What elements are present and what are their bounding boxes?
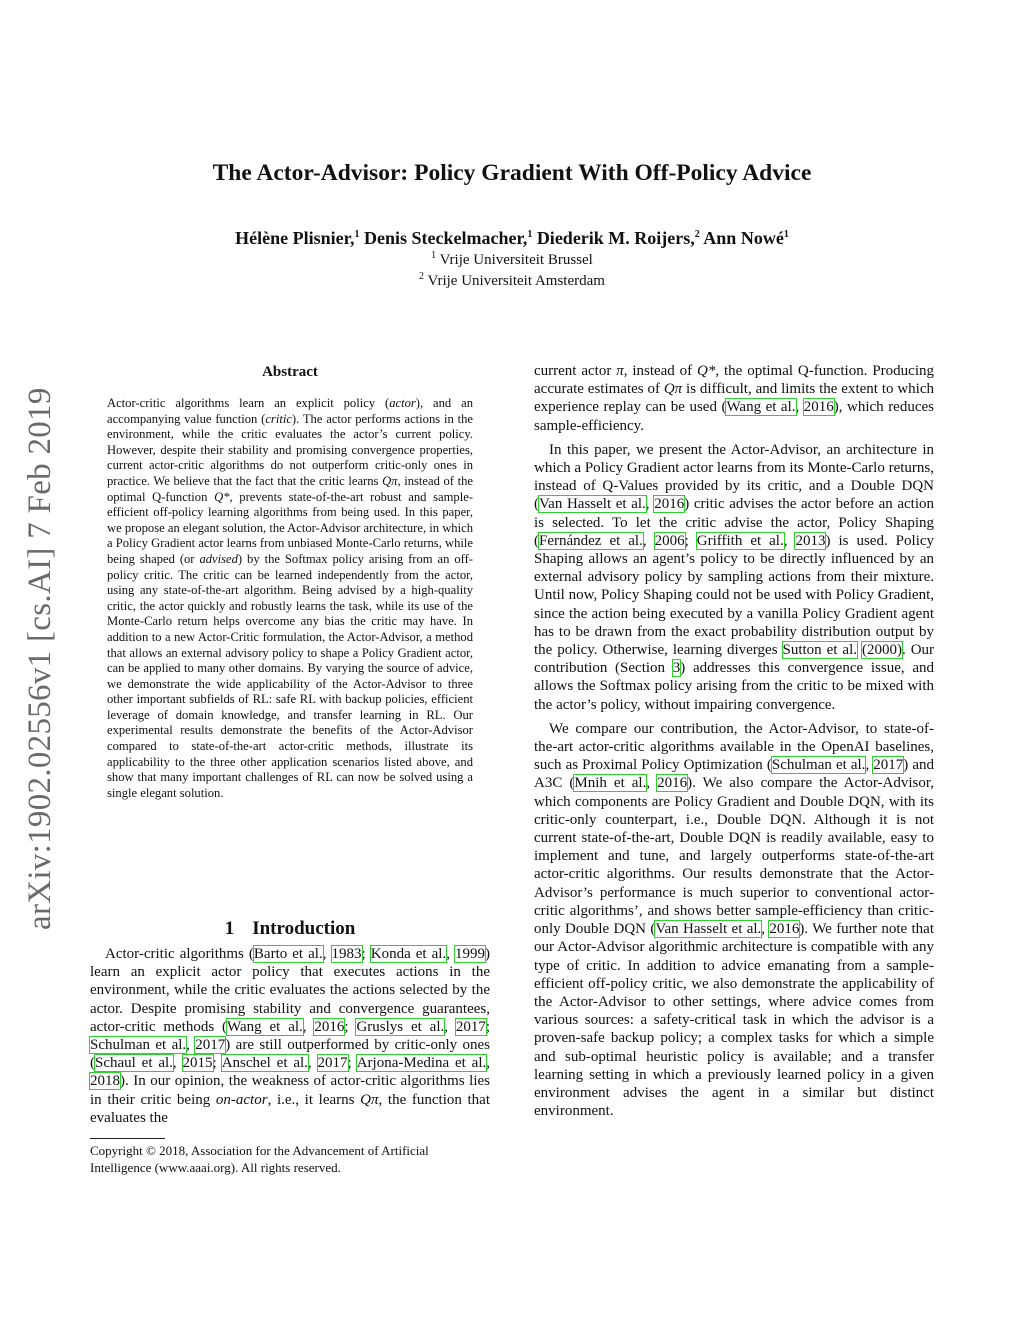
introduction-body: [90, 945, 490, 1127]
affiliation-mark: 1: [783, 229, 789, 240]
section-title: Introduction: [252, 918, 356, 939]
citation-link[interactable]: Gruslys et al.: [356, 1018, 445, 1035]
citation-link[interactable]: 2017: [873, 757, 904, 774]
citation-link[interactable]: 2016: [314, 1018, 345, 1035]
citation-link[interactable]: 2006: [654, 532, 685, 549]
citation-link[interactable]: 2017: [455, 1018, 486, 1035]
citation-link[interactable]: Mnih et al.: [574, 775, 647, 792]
citation-link[interactable]: 1999: [455, 946, 486, 962]
citation-link[interactable]: Schulman et al.: [771, 757, 866, 774]
author-name: Diederik M. Roijers,: [536, 228, 695, 248]
affiliation-mark: 2: [694, 229, 700, 240]
citation-link[interactable]: (2000): [861, 642, 902, 659]
citation-link[interactable]: 2015: [182, 1055, 213, 1072]
section-link[interactable]: 3: [672, 660, 681, 677]
citation-link[interactable]: Konda et al.: [370, 946, 447, 962]
abstract-body: Actor-critic algorithms learn an explicit policy (actor), and an accompanying value function (critic). The actor performs actions in the environment, while the critic evaluates the actor’s current policy. However, despite their stability and promising convergence properties, current actor-critic algorithms do not outperform critic-only ones in practice. We believe that the fact that the critic learns Qπ, instead of the optimal Q-function Q*, prevents state-of-the-art robust and sample-efficient off-policy learning algorithms from being used. In this paper, we propose an elegant solution, the Actor-Advisor architecture, in which a Policy Gradient actor learns from unbiased Monte-Carlo returns, while being shaped (or advised) by the Softmax policy arising from an off-policy critic. The critic can be learned independently from the actor, using any state-of-the-art algorithm. Being advised by a high-quality critic, the actor quickly and robustly learns the task, while its use of the Monte-Carlo return helps overcome any bias the critic may have. In addition to a new Actor-Critic formulation, the Actor-Advisor, a method that allows an external advisory policy to shape a Policy Gradient actor, can be applied to many other domains. By varying the source of advice, we demonstrate the wide applicability of the Actor-Advisor to three other important subfields of RL: safe RL with backup policies, efficient leverage of domain knowledge, and transfer learning in RL. Our experimental results demonstrate the benefits of the Actor-Advisor compared to state-of-the-art actor-critic methods, illustrate its applicability to the three other application scenarios listed above, and show that many important challenges of RL can now be solved using a single elegant solution.: [107, 396, 473, 800]
citation-link[interactable]: Schulman et al.: [90, 1037, 187, 1054]
author-name: Hélène Plisnier,: [235, 228, 355, 248]
citation-link[interactable]: Wang et al.: [227, 1018, 303, 1035]
paragraph: Actor-critic algorithms (Barto et al., 1983; Konda et al., 1999) learn an explicit actor policy that executes actions in the environment, while the critic evaluates the actions selected by the actor. Despite promising stability and convergence guarantees, actor-critic methods (Wang et al., 2016; Gruslys et al., 2017; Schulman et al., 2017) are still outperformed by critic-only ones (Schaul et al., 2015; Anschel et al., 2017; Arjona-Medina et al., 2018). In our opinion, the weakness of actor-critic algorithms lies in their critic being on-actor, i.e., it learns Qπ, the function that evaluates the: [90, 946, 491, 1126]
citation-link[interactable]: 2016: [657, 775, 688, 792]
citation-link[interactable]: Fernández et al.: [539, 532, 643, 549]
section-number: 1: [224, 918, 235, 939]
citation-link[interactable]: 2013: [795, 532, 826, 549]
citation-link[interactable]: Anschel et al.: [221, 1055, 308, 1072]
affiliation-mark: 1: [354, 229, 360, 240]
citation-link[interactable]: Griffith et al.: [696, 532, 784, 549]
abstract-heading: Abstract: [262, 364, 318, 380]
citation-link[interactable]: 2017: [195, 1037, 226, 1054]
copyright-footnote: Copyright © 2018, Association for the Advancement of Artificial Intelligence (www.aaai.org). All rights reserved.: [90, 1143, 429, 1175]
citation-link[interactable]: Van Hasselt et al.: [655, 921, 762, 938]
affiliation-mark: 2: [419, 271, 425, 282]
paper-title: The Actor-Advisor: Policy Gradient With Off-Policy Advice: [212, 160, 812, 186]
footnote-rule: [90, 1138, 165, 1139]
affiliation-2: [0, 271, 1024, 290]
author-name: Ann Nowé: [703, 228, 784, 248]
citation-link[interactable]: 2016: [769, 921, 800, 938]
paragraph: current actor π, instead of Q*, the optimal Q-function. Producing accurate estimates of Qπ is difficult, and limits the extent to which experience replay can be used (Wang et al., 2016), which reduces sample-efficiency.: [534, 363, 935, 434]
citation-link[interactable]: 2017: [317, 1055, 348, 1072]
paragraph: In this paper, we present the Actor-Advisor, an architecture in which a Policy Gradient actor learns from its Monte-Carlo returns, instead of Q-Values provided by its critic, and a Double DQN (Van Hasselt et al., 2016) critic advises the actor before an action is selected. To let the critic advise the actor, Policy Shaping (Fernández et al., 2006; Griffith et al., 2013) is used. Policy Shaping allows an agent’s policy to be directly influenced by an external advisory policy by sampling actions from their mixture. Until now, Policy Shaping could not be used with Policy Gradient, since the action being executed by a vanilla Policy Gradient agent has to be drawn from the exact probability distribution output by the policy. Otherwise, learning diverges Sutton et al. (2000). Our contribution (Section 3) addresses this convergence issue, and allows the Softmax policy arising from the critic to be mixed with the actor’s policy, without impairing convergence.: [534, 441, 935, 713]
affiliation-name: Vrije Universiteit Brussel: [439, 252, 593, 268]
right-column-body: [534, 362, 934, 1126]
citation-link[interactable]: Arjona-Medina et al.: [356, 1055, 487, 1072]
citation-link[interactable]: 1983: [331, 946, 362, 962]
citation-link[interactable]: Van Hasselt et al.: [539, 496, 646, 513]
affiliation-name: Vrije Universiteit Amsterdam: [427, 273, 605, 289]
citation-link[interactable]: Wang et al.: [726, 399, 796, 416]
section-heading-introduction: [90, 918, 490, 940]
author-list: [0, 228, 1024, 249]
citation-link[interactable]: Barto et al.: [253, 946, 323, 962]
paragraph: We compare our contribution, the Actor-Advisor, to state-of-the-art actor-critic algorithms available in the OpenAI baselines, such as Proximal Policy Optimization (Schulman et al., 2017) and A3C (Mnih et al., 2016). We also compare the Actor-Advisor, which components are Policy Gradient and Double DQN, with its critic-only counterpart, i.e., Double DQN. Although it is not current state-of-the-art, Double DQN is readily available, easy to implement and tune, and largely outperforms state-of-the-art actor-critic algorithms. Our results demonstrate that the Actor-Advisor’s performance is much superior to conventional actor-critic algorithms’, and shows better sample-efficiency than critic-only Double DQN (Van Hasselt et al., 2016). We further note that our Actor-Advisor algorithmic architecture is compatible with any type of critic. In addition to advice emanating from a sample-efficient off-policy critic, we also demonstrate the applicability of the Actor-Advisor to other settings, where advice comes from various sources: a safety-critical task in which the advisor is a proven-safe backup policy; a complex tasks for which a simple and sub-optimal heuristic policy is available; and a transfer learning setting in which a previously learned policy in a given environment advises the agent in a similar but distinct environment.: [534, 720, 935, 1120]
affiliation-mark: 1: [431, 250, 437, 261]
citation-link[interactable]: Sutton et al.: [782, 642, 858, 659]
affiliation-1: [0, 250, 1024, 269]
citation-link[interactable]: 2018: [90, 1073, 120, 1090]
citation-link[interactable]: 2016: [654, 496, 685, 513]
arxiv-identifier: arXiv:1902.02556v1 [cs.AI] 7 Feb 2019: [22, 387, 58, 930]
author-name: Denis Steckelmacher,: [364, 228, 528, 248]
affiliation-mark: 1: [527, 229, 533, 240]
citation-link[interactable]: Schaul et al.: [95, 1055, 173, 1072]
citation-link[interactable]: 2016: [803, 399, 834, 416]
